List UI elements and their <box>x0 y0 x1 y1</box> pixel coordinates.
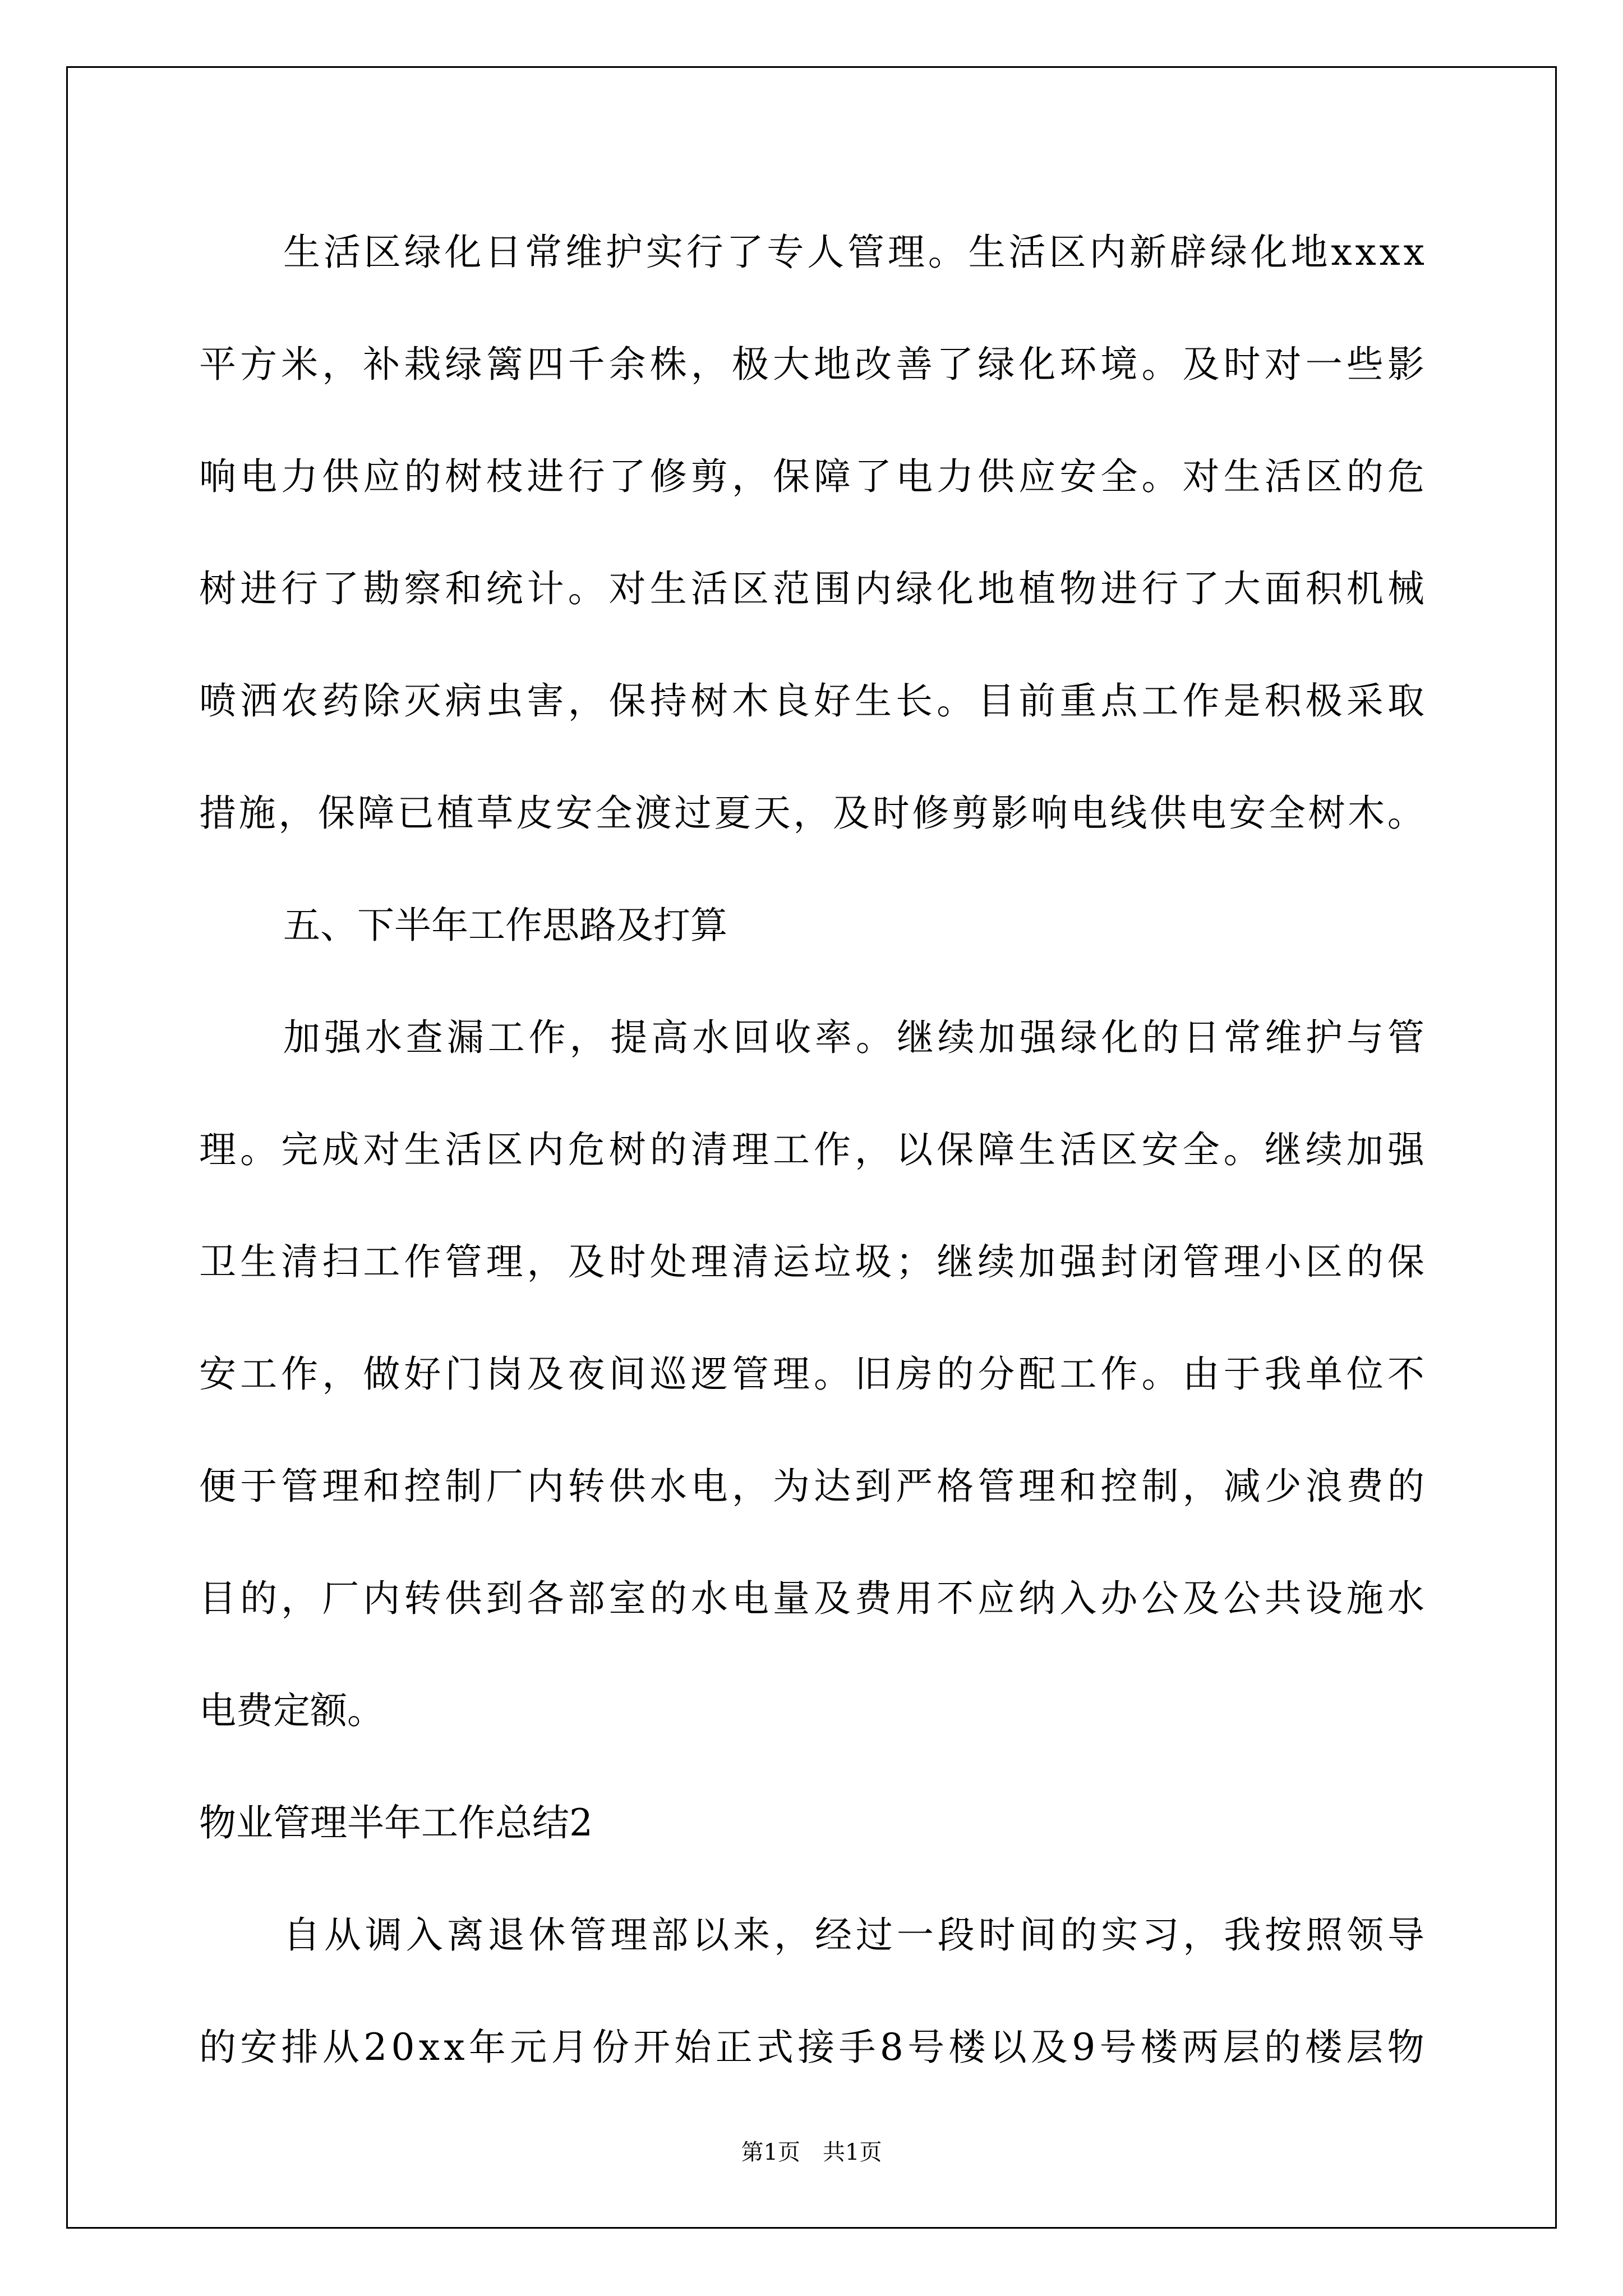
text-line-8: 加 强 水 查 漏 工 作 ， 提 高 水 回 收 率 。 继 续 加 强 绿 化 的 日 常 维 护 与 管 <box>283 1016 1424 1059</box>
text-line-2: 平 方 米 ， 补 栽 绿 篱 四 千 余 株 ， 极 大 地 改 善 了 绿 化 环 境 。 及 时 对 一 些 影 <box>199 343 1424 386</box>
text-line-3: 响 电 力 供 应 的 树 枝 进 行 了 修 剪 ， 保 障 了 电 力 供 应 安 全 。 对 生 活 区 的 危 <box>199 455 1424 498</box>
text-line-11: 安 工 作 ， 做 好 门 岗 及 夜 间 巡 逻 管 理 。 旧 房 的 分 配 工 作 。 由 于 我 单 位 不 <box>199 1352 1424 1396</box>
text-line-10: 卫 生 清 扫 工 作 管 理 ， 及 时 处 理 清 运 垃 圾 ； 继 续 加 强 封 闭 管 理 小 区 的 保 <box>199 1240 1424 1283</box>
page-footer: 第1页 共1页 <box>741 2139 882 2165</box>
text-line-9: 理 。 完 成 对 生 活 区 内 危 树 的 清 理 工 作 ， 以 保 障 生 活 区 安 全 。 继 续 加 强 <box>199 1128 1424 1171</box>
section-heading-5: 五、下半年工作思路及打算 <box>283 904 727 947</box>
text-line-5: 喷 洒 农 药 除 灭 病 虫 害 ， 保 持 树 木 良 好 生 长 。 目 前 重 点 工 作 是 积 极 采 取 <box>199 679 1424 723</box>
text-line-6: 措 施 ， 保 障 已 植 草 皮 安 全 渡 过 夏 天 ， 及 时 修 剪 影 响 电 线 供 电 安 全 树 木 。 <box>199 792 1424 835</box>
text-line-13: 目 的 ， 厂 内 转 供 到 各 部 室 的 水 电 量 及 费 用 不 应 纳 入 办 公 及 公 共 设 施 水 <box>199 1577 1424 1620</box>
text-line-12: 便 于 管 理 和 控 制 厂 内 转 供 水 电 ， 为 达 到 严 格 管 理 和 控 制 ， 减 少 浪 费 的 <box>199 1465 1424 1508</box>
text-line-4: 树 进 行 了 勘 察 和 统 计 。 对 生 活 区 范 围 内 绿 化 地 植 物 进 行 了 大 面 积 机 械 <box>199 567 1424 610</box>
text-line-1: 生 活 区 绿 化 日 常 维 护 实 行 了 专 人 管 理 。 生 活 区 内 新 辟 绿 化 地 x x x x <box>283 231 1424 274</box>
text-line-16: 自 从 调 入 离 退 休 管 理 部 以 来 ， 经 过 一 段 时 间 的 实 习 ， 我 按 照 领 导 <box>283 1913 1424 1957</box>
text-line-14: 电费定额。 <box>199 1689 384 1732</box>
text-line-17: 的 安 排 从 2 0 x x 年 元 月 份 开 始 正 式 接 手 8 号 楼 以 及 9 号 楼 两 层 的 楼 层 物 <box>199 2026 1424 2069</box>
document-title-2: 物业管理半年工作总结2 <box>199 1801 593 1844</box>
